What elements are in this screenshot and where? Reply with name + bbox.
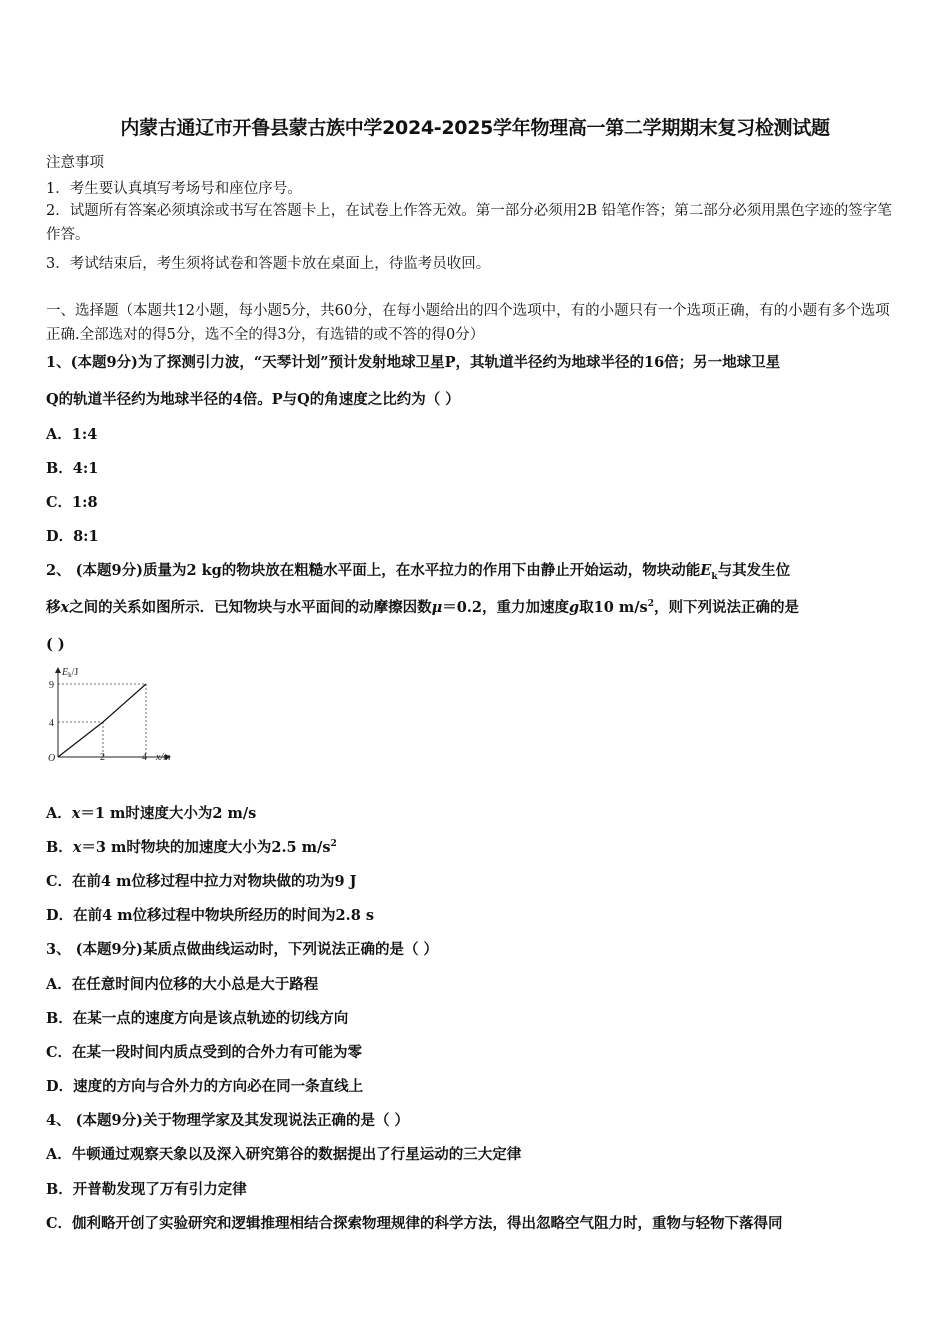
q2-option-c: C．在前4 m位移过程中拉力对物块做的功为9 J xyxy=(46,873,357,890)
q3-option-c: C．在某一段时间内质点受到的合外力有可能为零 xyxy=(46,1044,363,1061)
q3-stem: 3、 (本题9分)某质点做曲线运动时，下列说法正确的是（ ） xyxy=(46,941,438,958)
q2-option-a: A．x＝1 m时速度大小为2 m/s xyxy=(46,805,257,822)
q1-stem-line2: Q的轨道半径约为地球半径的4倍。P与Q的角速度之比约为（ ） xyxy=(46,391,460,408)
section-heading: 一、选择题（本题共12小题，每小题5分，共60分，在每小题给出的四个选项中，有的小题只有一个选项正确，有的小题有多个选项正确.全部选对的得5分，选不全的得3分，有选错的或不答的得0分） xyxy=(46,303,890,343)
q1-option-d: D．8:1 xyxy=(46,528,99,545)
y-axis-label: $E_k/J$ xyxy=(62,667,79,679)
q4-option-b: B．开普勒发现了万有引力定律 xyxy=(46,1181,247,1198)
notice-item-2: 2．试题所有答案必须填涂或书写在答题卡上，在试卷上作答无效。第一部分必须用2B 铅笔作答；第二部分必须用黑色字迹的签字笔作答。 xyxy=(46,203,892,243)
q1-stem-line1: 1、(本题9分)为了探测引力波，“天琴计划”预计发射地球卫星P，其轨道半径约为地球半径的16倍；另一地球卫星 xyxy=(46,354,781,371)
q2-stem-line3: ( ) xyxy=(46,636,65,653)
q2-stem-line1: 2、 (本题9分)质量为2 kg的物块放在粗糙水平面上，在水平拉力的作用下由静止开始运动，物块动能$E_k$与其发生位 xyxy=(46,562,791,582)
notice-heading: 注意事项 xyxy=(46,155,104,171)
x-axis-label: x/m xyxy=(156,752,171,763)
q1-option-a: A．1:4 xyxy=(46,426,98,443)
notice-item-3: 3．考试结束后，考生须将试卷和答题卡放在桌面上，待监考员收回。 xyxy=(46,256,491,272)
x-tick-2: 2 xyxy=(100,752,105,763)
q2-option-d: D．在前4 m位移过程中物块所经历的时间为2.8 s xyxy=(46,907,374,924)
y-tick-9: 9 xyxy=(49,680,54,691)
x-tick-4: 4 xyxy=(142,752,147,763)
q3-option-d: D．速度的方向与合外力的方向必在同一条直线上 xyxy=(46,1078,364,1095)
q2-option-b: B．x＝3 m时物块的加速度大小为2.5 $m/s^2$ xyxy=(46,839,337,856)
page-title: 内蒙古通辽市开鲁县蒙古族中学2024-2025学年物理高一第二学期期末复习检测试题 xyxy=(120,117,830,139)
q4-option-c: C．伽利略开创了实验研究和逻辑推理相结合探索物理规律的科学方法，得出忽略空气阻力时，重物与轻物下落得同 xyxy=(46,1215,783,1232)
ek-x-graph xyxy=(44,662,184,774)
q1-option-b: B．4:1 xyxy=(46,460,99,477)
q3-option-a: A．在任意时间内位移的大小总是大于路程 xyxy=(46,976,319,993)
q3-option-b: B．在某一点的速度方向是该点轨迹的切线方向 xyxy=(46,1010,349,1027)
ek-line xyxy=(58,684,146,757)
q4-option-a: A．牛顿通过观察天象以及深入研究第谷的数据提出了行星运动的三大定律 xyxy=(46,1146,522,1163)
notice-item-1: 1．考生要认真填写考场号和座位序号。 xyxy=(46,181,302,197)
q1-option-c: C．1:8 xyxy=(46,494,98,511)
y-tick-4: 4 xyxy=(49,718,54,729)
q2-stem-line2: 移x之间的关系如图所示．已知物块与水平面间的动摩擦因数μ＝0.2，重力加速度g取10 $m/s^2$，则下列说法正确的是 xyxy=(46,599,799,616)
q4-stem: 4、 (本题9分)关于物理学家及其发现说法正确的是（ ） xyxy=(46,1112,409,1129)
origin-label: O xyxy=(48,753,56,764)
